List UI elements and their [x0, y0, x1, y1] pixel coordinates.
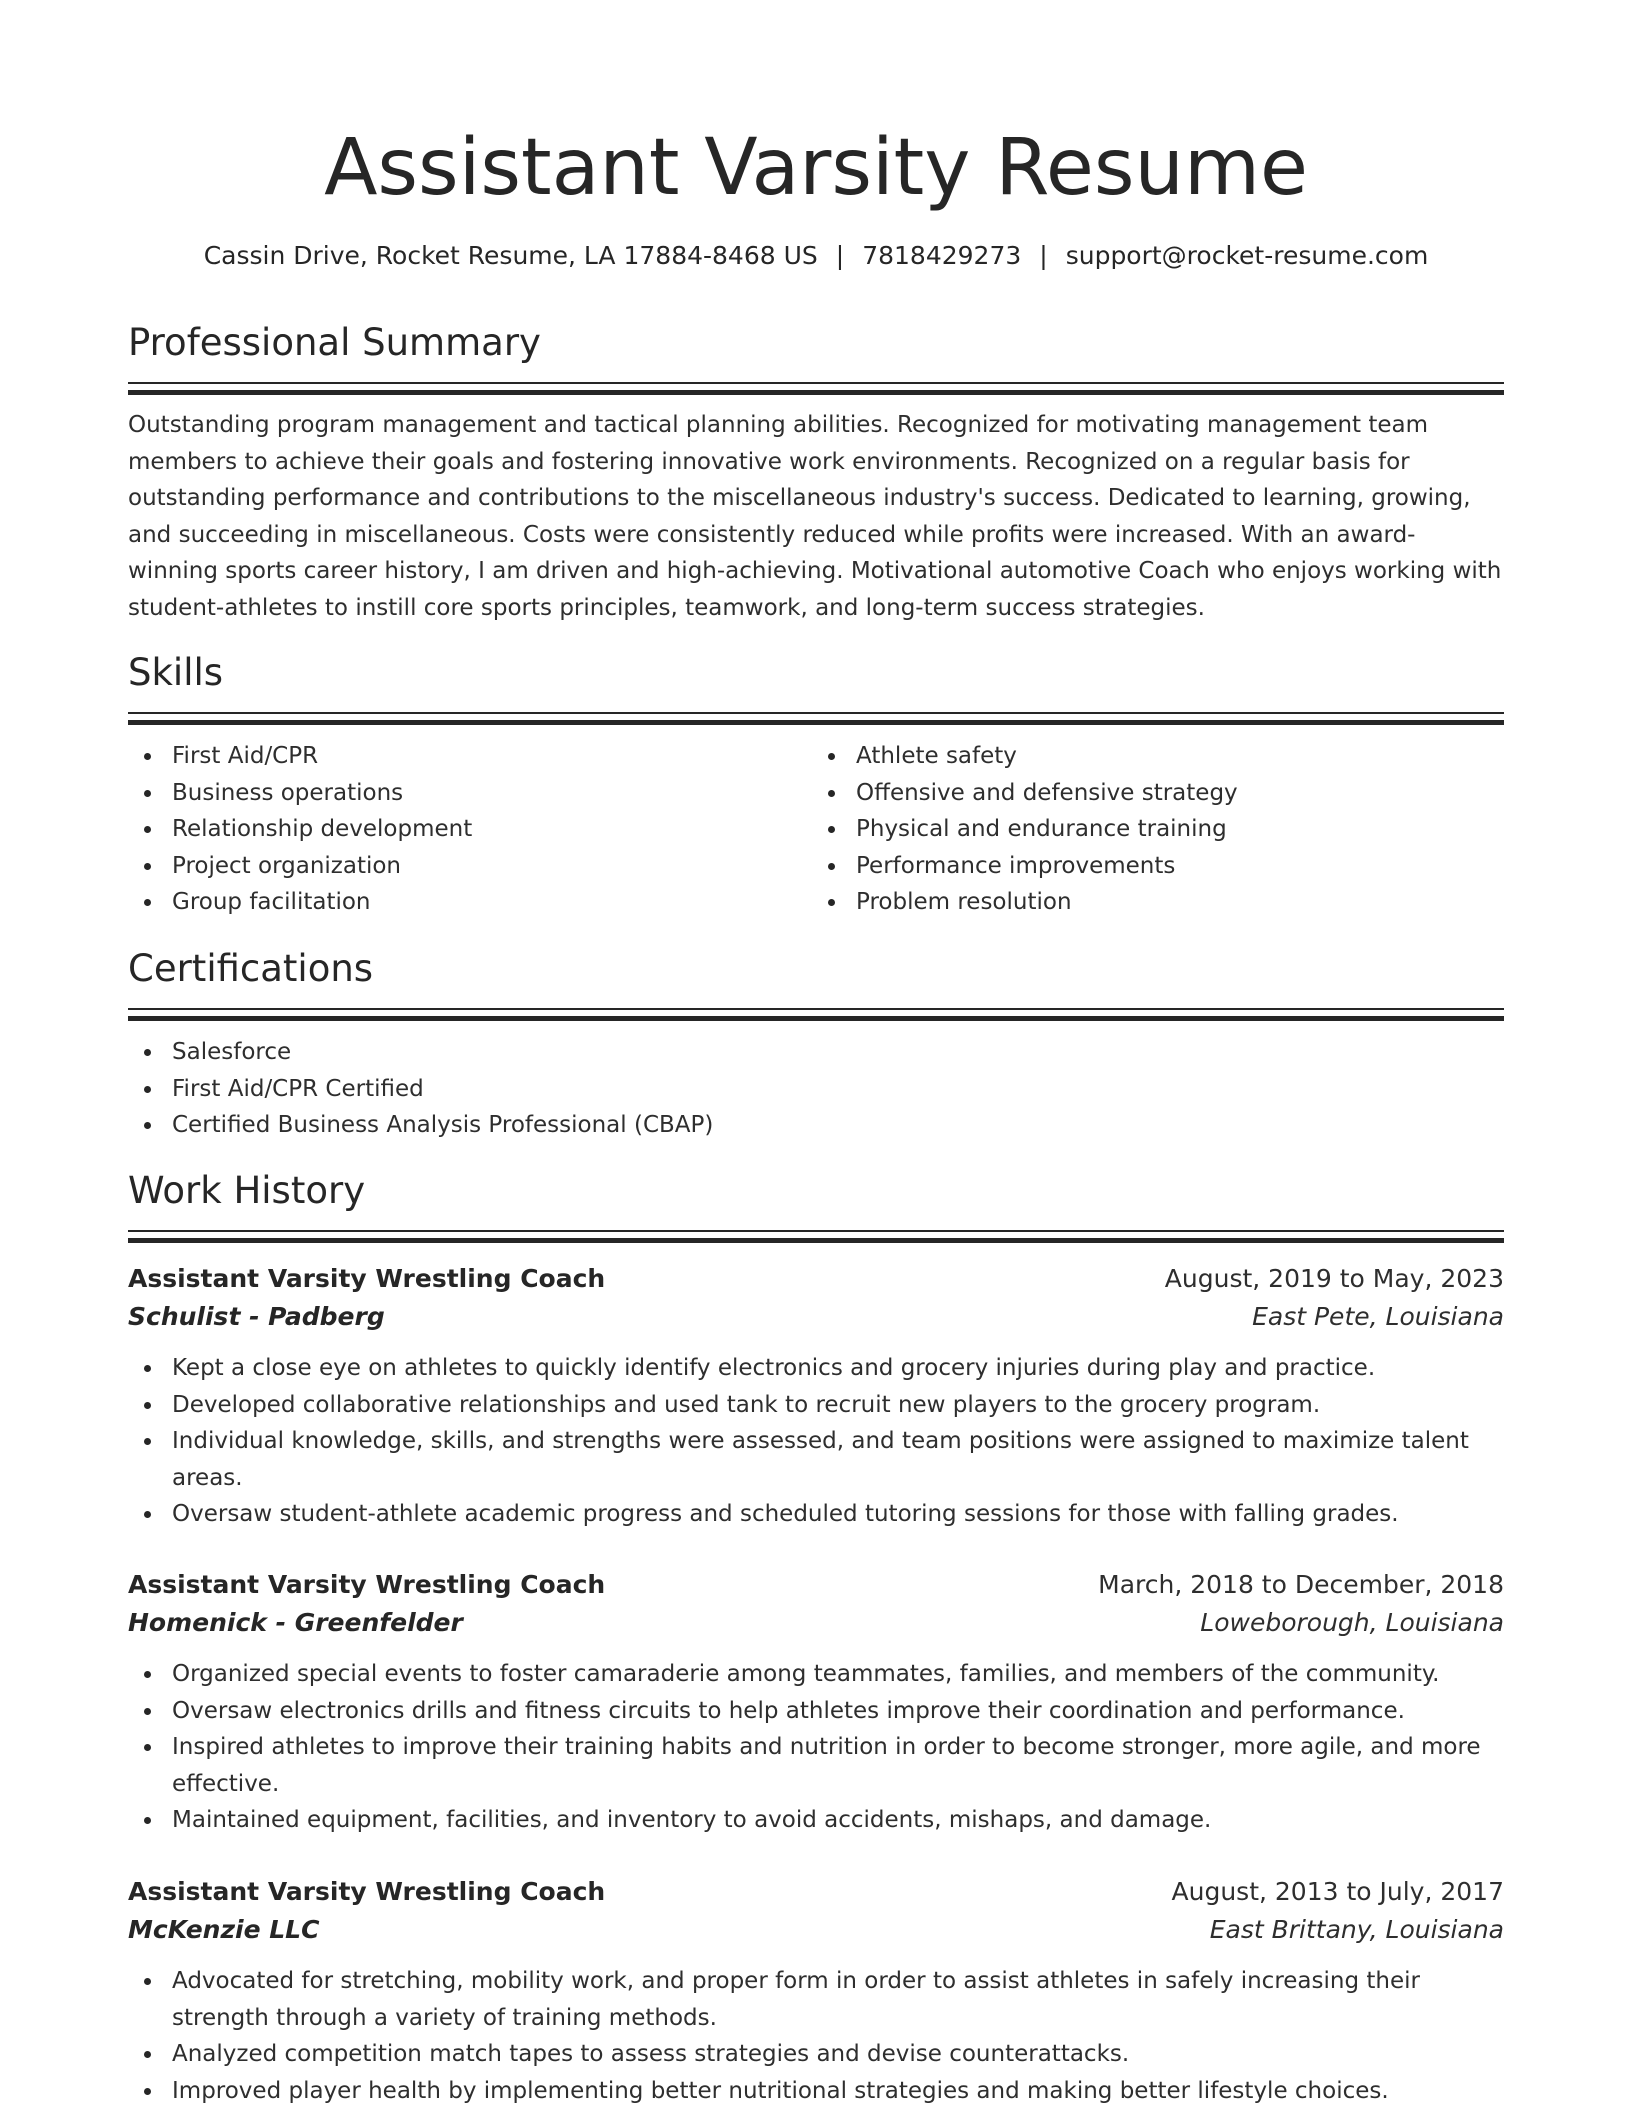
section-divider	[128, 712, 1504, 718]
section-heading-skills: Skills	[128, 651, 224, 694]
job-company-row	[128, 1604, 1504, 1642]
job-location: East Brittany, Louisiana	[1209, 1915, 1504, 1944]
contact-address: Cassin Drive, Rocket Resume, LA 17884-8468 US	[203, 241, 818, 270]
resume-title: Assistant Varsity Resume	[324, 123, 1308, 213]
contact-separator: |	[835, 241, 845, 270]
skills-list-right	[806, 738, 1490, 921]
job-bullets	[128, 1963, 1504, 2109]
job-company: Homenick - Greenfelder	[128, 1608, 463, 1637]
contact-separator: |	[1039, 241, 1048, 270]
job-bullets	[128, 1656, 1504, 1839]
job-location: East Pete, Louisiana	[1252, 1302, 1504, 1331]
job-header-row	[128, 1873, 1504, 1911]
job-header-row	[128, 1260, 1504, 1298]
job-company: Schulist - Padberg	[128, 1302, 385, 1331]
job-title: Assistant Varsity Wrestling Coach	[128, 1264, 606, 1293]
section-divider	[128, 1008, 1504, 1014]
summary-text: Outstanding program management and tactical planning abilities. Recognized for motivating management team members to achieve their goals and fostering innovative work environments. Recognized on a regular basis for outstanding performance and contributions to the miscellaneous industry's success. Dedicated to learning, growing, and succeeding in miscellaneous. Costs were consistently reduced while profits were increased. With an award-winning sports career history, I am driven and high-achieving. Motivational automotive Coach who enjoys working with student-athletes to instill core sports principles, teamwork, and long-term success strategies.	[128, 412, 1502, 621]
list-item: Physical and endurance training	[856, 811, 1490, 848]
job-company-row	[128, 1911, 1504, 1949]
contact-phone: 7818429273	[862, 241, 1022, 270]
job-title: Assistant Varsity Wrestling Coach	[128, 1570, 606, 1599]
job-dates: August, 2013 to July, 2017	[1171, 1877, 1504, 1906]
section-heading-summary: Professional Summary	[128, 321, 541, 364]
list-item: Oversaw student-athlete academic progress and scheduled tutoring sessions for those with falling grades.	[172, 1496, 1504, 1533]
list-item: First Aid/CPR Certified	[172, 1071, 1504, 1108]
section-heading-certifications: Certifications	[128, 947, 374, 990]
job-entry	[128, 1260, 1504, 1533]
list-item: Improved player health by implementing better nutritional strategies and making better lifestyle choices.	[172, 2073, 1504, 2110]
list-item: Analyzed competition match tapes to assess strategies and devise counterattacks.	[172, 2036, 1504, 2073]
job-bullets	[128, 1350, 1504, 1533]
list-item: Business operations	[172, 775, 806, 812]
job-location: Loweborough, Louisiana	[1200, 1608, 1504, 1637]
job-company-row	[128, 1298, 1504, 1336]
job-dates: August, 2019 to May, 2023	[1164, 1264, 1504, 1293]
list-item: Project organization	[172, 848, 806, 885]
list-item: Developed collaborative relationships and used tank to recruit new players to the grocery program.	[172, 1387, 1504, 1424]
list-item: Organized special events to foster camaraderie among teammates, families, and members of the community.	[172, 1656, 1504, 1693]
list-item: Relationship development	[172, 811, 806, 848]
section-summary	[128, 318, 1504, 626]
skills-grid	[128, 738, 1504, 921]
job-company: McKenzie LLC	[128, 1915, 320, 1944]
contact-line	[128, 238, 1504, 274]
certifications-list	[128, 1034, 1504, 1144]
section-certifications	[128, 944, 1504, 1144]
list-item: Maintained equipment, facilities, and inventory to avoid accidents, mishaps, and damage.	[172, 1802, 1504, 1839]
job-title: Assistant Varsity Wrestling Coach	[128, 1877, 606, 1906]
list-item: Offensive and defensive strategy	[856, 775, 1490, 812]
list-item: Certified Business Analysis Professional (CBAP)	[172, 1107, 1504, 1144]
contact-email: support@rocket-resume.com	[1065, 241, 1429, 270]
list-item: Individual knowledge, skills, and strengths were assessed, and team positions were assigned to maximize talent areas.	[172, 1423, 1504, 1496]
section-divider	[128, 1230, 1504, 1236]
list-item: Group facilitation	[172, 884, 806, 921]
list-item: Salesforce	[172, 1034, 1504, 1071]
list-item: First Aid/CPR	[172, 738, 806, 775]
section-heading-work-history: Work History	[128, 1169, 366, 1212]
list-item: Oversaw electronics drills and fitness circuits to help athletes improve their coordination and performance.	[172, 1693, 1504, 1730]
list-item: Inspired athletes to improve their training habits and nutrition in order to become stronger, more agile, and more effective.	[172, 1729, 1504, 1802]
job-entry	[128, 1873, 1504, 2109]
job-header-row	[128, 1566, 1504, 1604]
list-item: Kept a close eye on athletes to quickly identify electronics and grocery injuries during play and practice.	[172, 1350, 1504, 1387]
list-item: Athlete safety	[856, 738, 1490, 775]
list-item: Performance improvements	[856, 848, 1490, 885]
skills-list-left	[128, 738, 806, 921]
section-skills	[128, 648, 1504, 921]
list-item: Advocated for stretching, mobility work, and proper form in order to assist athletes in safely increasing their strength through a variety of training methods.	[172, 1963, 1504, 2036]
section-work-history	[128, 1166, 1504, 1236]
list-item: Problem resolution	[856, 884, 1490, 921]
section-divider	[128, 382, 1504, 388]
job-dates: March, 2018 to December, 2018	[1098, 1570, 1504, 1599]
job-entry	[128, 1566, 1504, 1839]
